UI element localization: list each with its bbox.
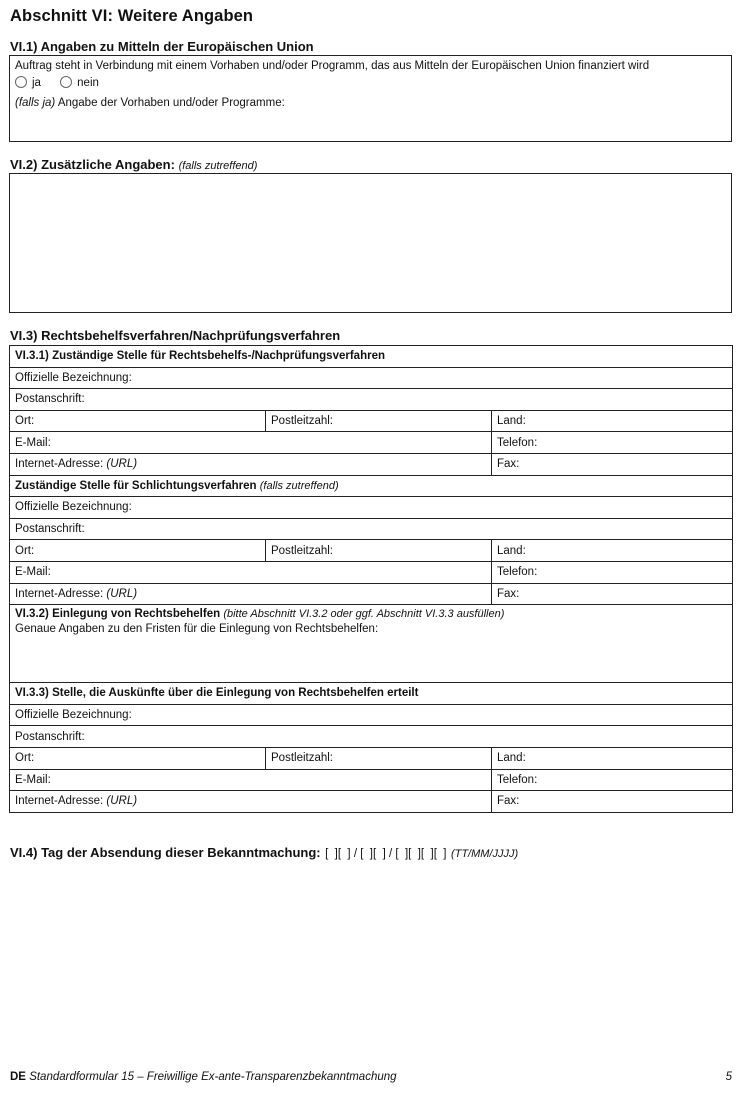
sch-internet[interactable] bbox=[10, 583, 492, 605]
sch-country[interactable]: Land: bbox=[492, 540, 733, 562]
table-row bbox=[10, 704, 733, 726]
s31-country[interactable]: Land: bbox=[492, 410, 733, 432]
s33-postal-address[interactable]: Postanschrift: bbox=[10, 726, 733, 748]
vi2-note: (falls zutreffend) bbox=[178, 160, 258, 172]
vi3-table bbox=[9, 345, 733, 813]
table-row bbox=[10, 346, 733, 368]
s33-fax[interactable]: Fax: bbox=[492, 791, 733, 813]
sch-phone[interactable]: Telefon: bbox=[492, 561, 733, 583]
vi4-heading: VI.4) Tag der Absendung dieser Bekanntmachung: bbox=[10, 845, 321, 860]
s33-internet-label: Internet-Adresse: bbox=[15, 795, 104, 808]
table-row bbox=[10, 389, 733, 411]
table-row bbox=[10, 540, 733, 562]
s31-internet[interactable] bbox=[10, 453, 492, 475]
vi4-format: (TT/MM/JJJJ) bbox=[450, 848, 519, 860]
sch-url-note: (URL) bbox=[106, 587, 138, 600]
s32-note: (bitte Abschnitt VI.3.2 oder ggf. Abschnitt VI.3.3 ausfüllen) bbox=[223, 608, 505, 621]
table-row bbox=[10, 683, 733, 705]
s33-internet[interactable] bbox=[10, 791, 492, 813]
table-row bbox=[10, 432, 733, 454]
vi2-heading: VI.2) Zusätzliche Angaben: bbox=[10, 157, 175, 172]
radio-nein[interactable] bbox=[60, 77, 99, 89]
sch-official-name[interactable]: Offizielle Bezeichnung: bbox=[10, 497, 733, 519]
radio-nein-label: nein bbox=[77, 77, 99, 89]
s33-country[interactable]: Land: bbox=[492, 747, 733, 769]
vi1-box bbox=[9, 55, 732, 142]
s31-postal-address[interactable]: Postanschrift: bbox=[10, 389, 733, 411]
s33-heading: VI.3.3) Stelle, die Auskünfte über die Einlegung von Rechtsbehelfen erteilt bbox=[10, 683, 733, 705]
sch-internet-label: Internet-Adresse: bbox=[15, 587, 104, 600]
schlichtung-note: (falls zutreffend) bbox=[259, 479, 339, 492]
s32-heading: VI.3.2) Einlegung von Rechtsbehelfen bbox=[15, 608, 221, 621]
vi2-heading-line bbox=[10, 157, 257, 172]
table-row bbox=[10, 453, 733, 475]
table-row bbox=[10, 726, 733, 748]
table-row bbox=[10, 583, 733, 605]
s31-official-name[interactable]: Offizielle Bezeichnung: bbox=[10, 367, 733, 389]
table-row bbox=[10, 561, 733, 583]
footer bbox=[10, 1071, 397, 1083]
s32-label: Genaue Angaben zu den Fristen für die Einlegung von Rechtsbehelfen: bbox=[15, 623, 379, 636]
table-row bbox=[10, 475, 733, 497]
s31-phone[interactable]: Telefon: bbox=[492, 432, 733, 454]
s31-email[interactable]: E-Mail: bbox=[10, 432, 492, 454]
table-row bbox=[10, 605, 733, 683]
vi1-heading: VI.1) Angaben zu Mitteln der Europäischen Union bbox=[10, 39, 314, 54]
sch-town[interactable]: Ort: bbox=[10, 540, 266, 562]
vi4-line bbox=[10, 844, 518, 862]
sch-fax[interactable]: Fax: bbox=[492, 583, 733, 605]
s33-url-note: (URL) bbox=[106, 795, 138, 808]
s33-phone[interactable]: Telefon: bbox=[492, 769, 733, 791]
s33-official-name[interactable]: Offizielle Bezeichnung: bbox=[10, 704, 733, 726]
table-row bbox=[10, 497, 733, 519]
s31-postal-code[interactable]: Postleitzahl: bbox=[266, 410, 492, 432]
footer-lang: DE bbox=[10, 1071, 26, 1083]
radio-ja-label: ja bbox=[32, 77, 41, 89]
table-row bbox=[10, 791, 733, 813]
vi3-heading: VI.3) Rechtsbehelfsverfahren/Nachprüfungsverfahren bbox=[10, 328, 341, 343]
vi4-date-input[interactable]: [ ][ ] / [ ][ ] / [ ][ ][ ][ ] bbox=[325, 848, 447, 860]
table-row bbox=[10, 410, 733, 432]
s31-internet-label: Internet-Adresse: bbox=[15, 458, 104, 471]
s33-email[interactable]: E-Mail: bbox=[10, 769, 492, 791]
footer-form-name: Standardformular 15 – Freiwillige Ex-ante-Transparenzbekanntmachung bbox=[29, 1071, 397, 1083]
vi1-question: Auftrag steht in Verbindung mit einem Vorhaben und/oder Programm, das aus Mitteln der Europäischen Union finanziert wird bbox=[15, 60, 650, 72]
s33-postal-code[interactable]: Postleitzahl: bbox=[266, 747, 492, 769]
schlichtung-heading-cell bbox=[10, 475, 733, 497]
radio-ja[interactable] bbox=[15, 77, 41, 89]
vi1-detail-label: Angabe der Vorhaben und/oder Programme: bbox=[57, 97, 285, 109]
s31-fax[interactable]: Fax: bbox=[492, 453, 733, 475]
vi1-detail bbox=[15, 97, 285, 109]
table-row bbox=[10, 518, 733, 540]
sch-email[interactable]: E-Mail: bbox=[10, 561, 492, 583]
s31-heading: VI.3.1) Zuständige Stelle für Rechtsbehelfs-/Nachprüfungsverfahren bbox=[10, 346, 733, 368]
schlichtung-heading: Zuständige Stelle für Schlichtungsverfahren bbox=[15, 479, 257, 492]
radio-circle-icon bbox=[60, 76, 72, 88]
s33-town[interactable]: Ort: bbox=[10, 747, 266, 769]
section-title: Abschnitt VI: Weitere Angaben bbox=[10, 7, 254, 25]
sch-postal-address[interactable]: Postanschrift: bbox=[10, 518, 733, 540]
table-row bbox=[10, 769, 733, 791]
table-row bbox=[10, 367, 733, 389]
vi2-input-box[interactable] bbox=[9, 173, 732, 313]
vi1-detail-prefix: (falls ja) bbox=[15, 97, 56, 109]
s31-url-note: (URL) bbox=[106, 458, 138, 471]
radio-circle-icon bbox=[15, 76, 27, 88]
s31-town[interactable]: Ort: bbox=[10, 410, 266, 432]
s32-cell[interactable] bbox=[10, 605, 733, 683]
vi1-options bbox=[15, 76, 99, 89]
page-number: 5 bbox=[725, 1071, 732, 1083]
sch-postal-code[interactable]: Postleitzahl: bbox=[266, 540, 492, 562]
table-row bbox=[10, 747, 733, 769]
